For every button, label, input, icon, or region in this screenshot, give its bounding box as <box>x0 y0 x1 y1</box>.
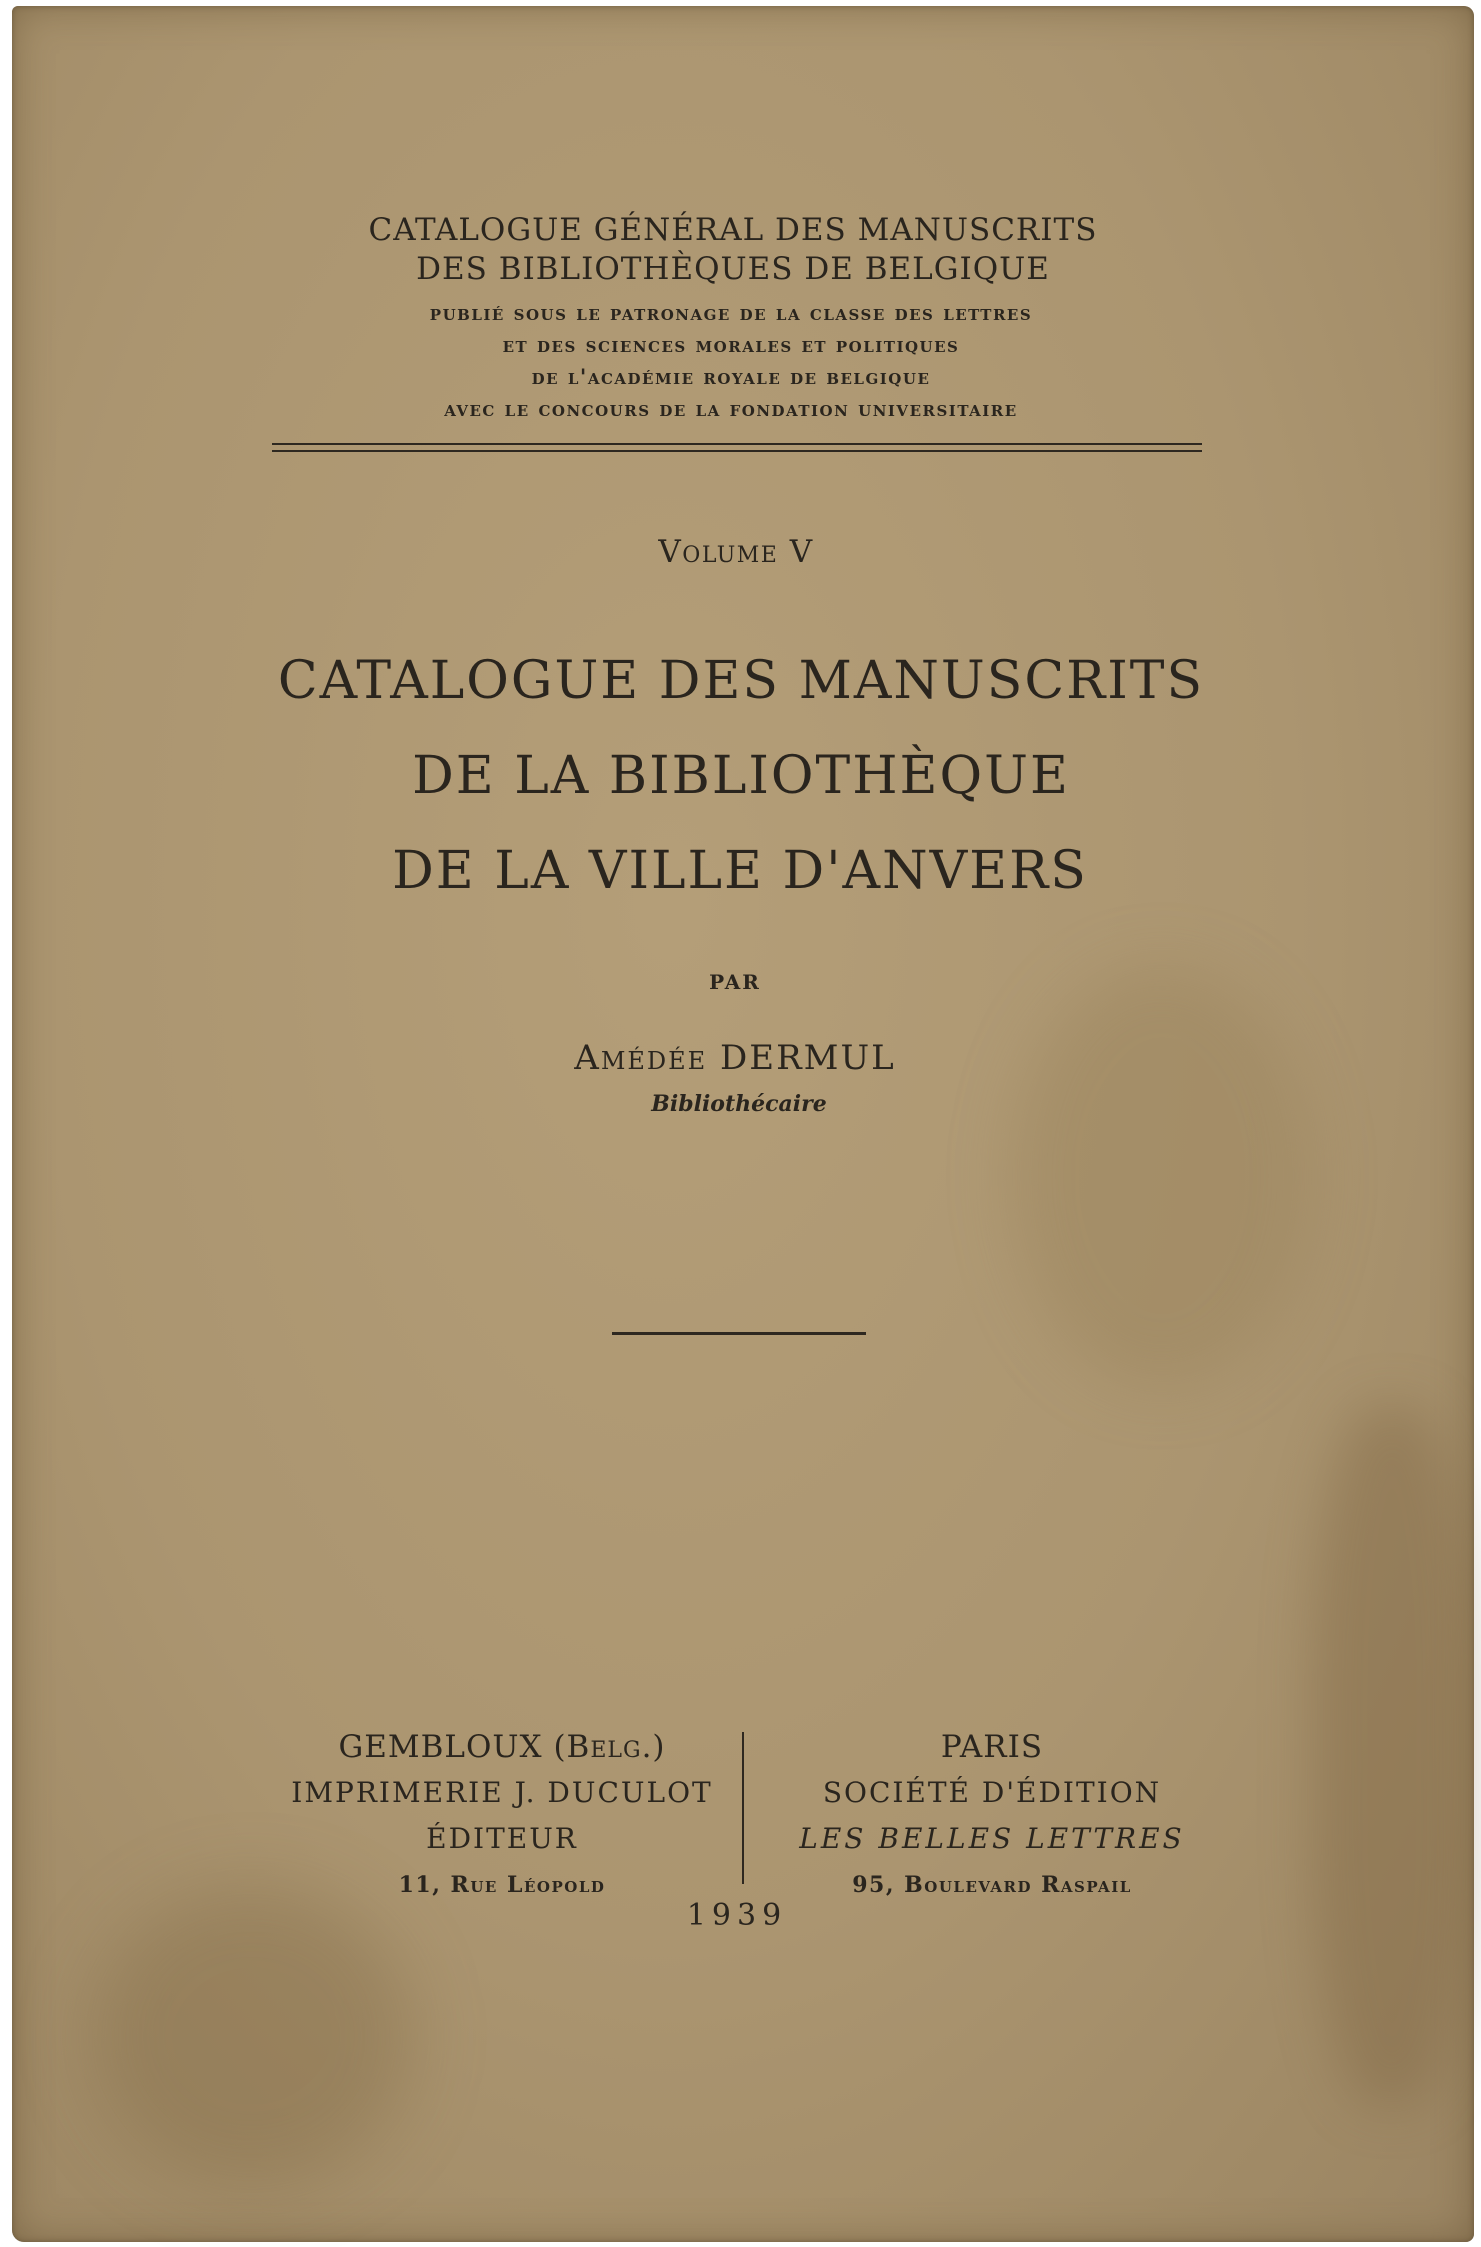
publisher-role: ÉDITEUR <box>426 1822 578 1855</box>
short-rule-divider <box>612 1332 866 1335</box>
author-name: Amédée DERMUL <box>574 1038 896 1078</box>
patronage-line-2: et des sciences morales et politiques <box>502 332 960 357</box>
publisher-city <box>262 1724 742 1770</box>
main-title-line-3: DE LA VILLE D'ANVERS <box>392 841 1088 901</box>
series-title-line-1: CATALOGUE GÉNÉRAL DES MANUSCRITS <box>368 212 1098 248</box>
publisher-paris <box>772 1724 1212 1908</box>
city-name: GEMBLOUX <box>338 1729 543 1765</box>
volume-number: Volume V <box>658 534 814 570</box>
book-cover <box>12 6 1474 2242</box>
double-rule-divider <box>272 443 1202 452</box>
publisher-name: IMPRIMERIE J. DUCULOT <box>291 1776 713 1809</box>
patronage-line-1: publié sous le patronage de la classe des lettres <box>429 300 1033 325</box>
main-title-line-2: DE LA BIBLIOTHÈQUE <box>412 746 1070 806</box>
city-region: (Belg.) <box>553 1729 666 1765</box>
paper-stain <box>1312 1406 1472 2106</box>
paper-stain <box>1012 966 1312 1386</box>
publication-year: 1939 <box>686 1898 788 1933</box>
patronage-line-4: avec le concours de la fondation universitaire <box>444 396 1018 421</box>
publisher-city: PARIS <box>940 1729 1044 1765</box>
publisher-imprint: LES BELLES LETTRES <box>799 1822 1185 1855</box>
publisher-address: 11, Rue Léopold <box>398 1872 606 1898</box>
main-title-line-1: CATALOGUE DES MANUSCRITS <box>277 651 1205 711</box>
publisher-address: 95, Boulevard Raspail <box>852 1872 1132 1898</box>
series-title-line-2: DES BIBLIOTHÈQUES DE BELGIQUE <box>416 251 1050 287</box>
publisher-divider <box>742 1732 744 1884</box>
publisher-gembloux <box>262 1724 742 1908</box>
author-role: Bibliothécaire <box>651 1091 827 1117</box>
by-label: PAR <box>709 970 761 994</box>
publisher-name: SOCIÉTÉ D'ÉDITION <box>822 1776 1162 1809</box>
patronage-line-3: de l'académie royale de belgique <box>531 364 931 389</box>
